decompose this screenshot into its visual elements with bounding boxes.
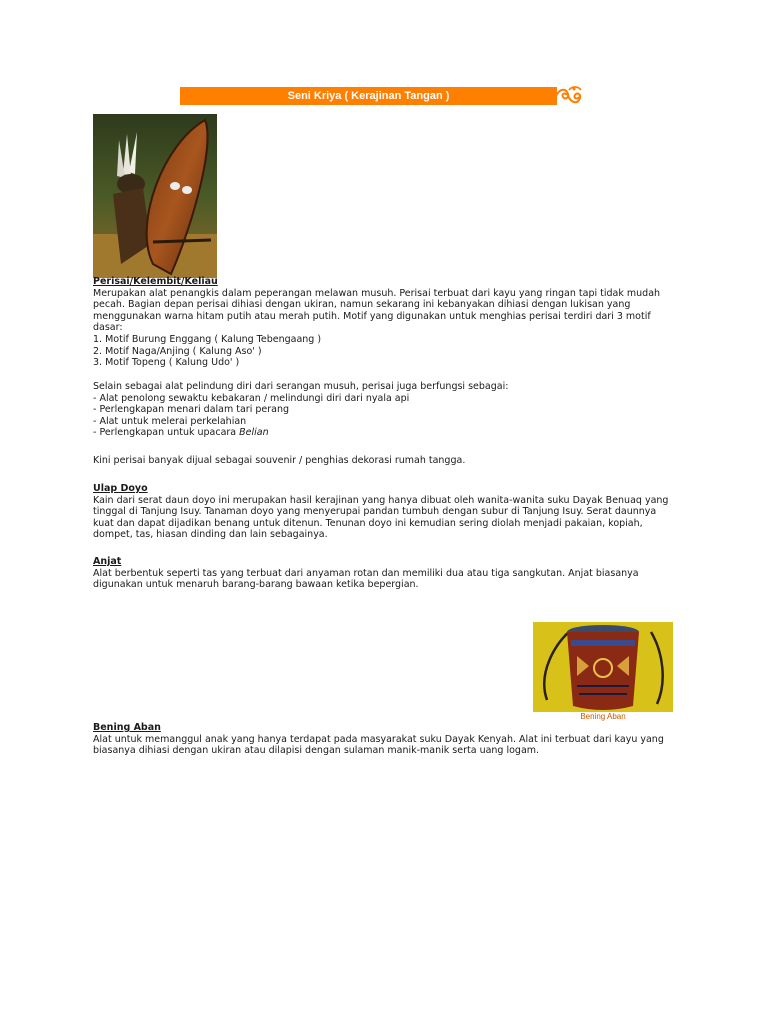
perisai-heading: Perisai/Kelembit/Keliau: [93, 276, 218, 287]
ulap-doyo-text: Kain dari serat daun doyo ini merupakan hasil kerajinan yang hanya dibuat oleh wanita-wanita suku Dayak Benuaq yang tinggal di Tanjung Isuy. Tanaman doyo yang menyerupai pandan tumbuh dengan subur di Tanjung Isuy. Serat daunnya kuat dan dapat dijadikan benang untuk ditenun. Tenunan doyo ini kemudian sering diolah menjadi pakaian, kopiah, dompet, tas, hiasan dinding dan lain sebagainya.: [93, 494, 669, 541]
perisai-description: Merupakan alat penangkis dalam peperangan melawan musuh. Perisai terbuat dari kayu yang ringan tapi tidak mudah pecah. Bagian depan perisai dihiasi dengan ukiran, namun sekarang ini kebanyakan dihiasi dengan lukisan yang menggunakan warna hitam putih atau merah putih. Motif yang digunakan untuk menghias perisai terdiri dari 3 motif dasar:: [93, 287, 661, 334]
section-perisai-souvenir: [93, 455, 677, 467]
list-item: 2. Motif Naga/Anjing ( Kalung Aso' ): [93, 345, 262, 357]
perisai-motif-list: [93, 334, 677, 369]
perisai-function-list: [93, 393, 677, 439]
bening-aban-caption: Bening Aban: [580, 712, 626, 721]
section-bening-aban: [93, 722, 677, 757]
ulap-doyo-heading: Ulap Doyo: [93, 483, 148, 494]
function-last-italic: Belian: [239, 427, 269, 439]
bening-aban-photo: [533, 622, 673, 712]
list-item: - Perlengkapan menari dalam tari perang: [93, 404, 290, 416]
bening-aban-text: Alat untuk memanggul anak yang hanya terdapat pada masyarakat suku Dayak Kenyah. Alat ini terbuat dari kayu yang biasanya dihiasi dengan ukiran atau dilapisi dengan sulaman manik-manik serta uang logam.: [93, 733, 664, 757]
page-title: Seni Kriya ( Kerajinan Tangan ): [287, 90, 450, 102]
page-title-bar: [180, 87, 557, 105]
perisai-function-intro: Selain sebagai alat pelindung diri dari serangan musuh, perisai juga berfungsi sebagai:: [93, 381, 509, 392]
list-item: 1. Motif Burung Enggang ( Kalung Tebengaang ): [93, 333, 322, 345]
function-last-prefix: - Perlengkapan untuk upacara: [93, 427, 240, 439]
list-item: - Alat penolong sewaktu kebakaran / melindungi diri dari nyala api: [93, 392, 410, 404]
bening-aban-heading: Bening Aban: [93, 722, 161, 733]
list-item: 3. Motif Topeng ( Kalung Udo' ): [93, 357, 240, 369]
section-anjat: [93, 556, 677, 591]
perisai-souvenir: Kini perisai banyak dijual sebagai souvenir / penghias dekorasi rumah tangga.: [93, 455, 466, 466]
warrior-shield-photo: [93, 114, 217, 278]
anjat-heading: Anjat: [93, 556, 122, 567]
swirl-ornament-icon: [554, 84, 584, 108]
anjat-text: Alat berbentuk seperti tas yang terbuat dari anyaman rotan dan memiliki dua atau tiga sangkutan. Anjat biasanya digunakan untuk menaruh barang-barang bawaan ketika bepergian.: [93, 567, 639, 591]
section-perisai: [93, 276, 677, 369]
list-item: - Alat untuk melerai perkelahian: [93, 415, 247, 427]
list-item: [93, 427, 677, 439]
section-perisai-functions: [93, 381, 677, 439]
section-ulap-doyo: [93, 483, 677, 541]
